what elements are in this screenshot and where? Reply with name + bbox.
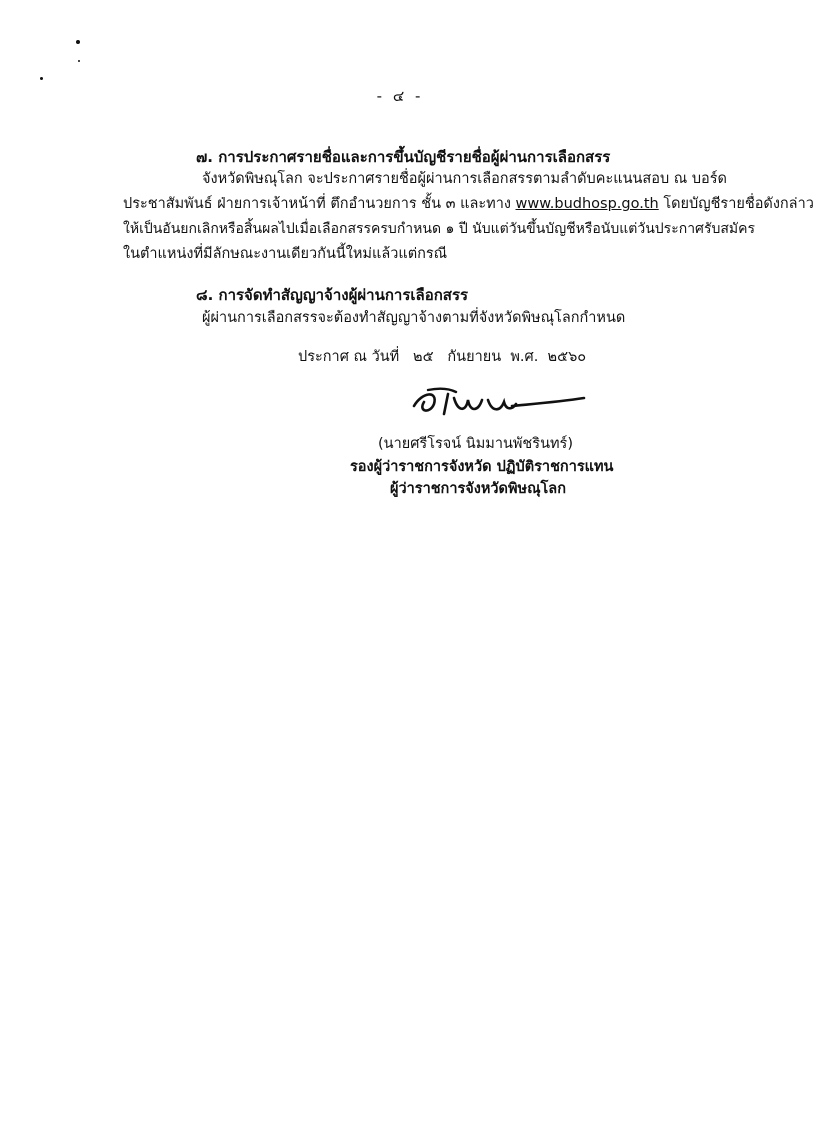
text-segment: ประชาสัมพันธ์ ฝ่ายการเจ้าหน้าที่ ตึกอำนวยการ ชั้น ๓ และทาง bbox=[123, 196, 516, 212]
section-7-heading: ๗. การประกาศรายชื่อและการขึ้นบัญชีรายชื่อผู้ผ่านการเลือกสรร bbox=[196, 148, 611, 166]
section-8-heading: ๘. การจัดทำสัญญาจ้างผู้ผ่านการเลือกสรร bbox=[196, 286, 469, 304]
signatory-position: รองผู้ว่าราชการจังหวัด ปฏิบัติราชการแทน bbox=[350, 459, 614, 475]
signatory-name: (นายศรีโรจน์ นิมมานพัชรินทร์) bbox=[378, 436, 573, 452]
text-segment: โดยบัญชีรายชื่อดังกล่าว bbox=[658, 196, 814, 212]
section-7-paragraph-line: ให้เป็นอันยกเลิกหรือสิ้นผลไปเมื่อเลือกสรรครบกำหนด ๑ ปี นับแต่วันขึ้นบัญชีหรือนับแต่วันประกาศรับสมัคร bbox=[123, 221, 756, 237]
page-number: - ๔ - bbox=[376, 87, 424, 105]
signatory-office: ผู้ว่าราชการจังหวัดพิษณุโลก bbox=[390, 481, 566, 497]
scan-speck bbox=[78, 60, 80, 62]
section-7-paragraph-line bbox=[123, 194, 814, 214]
scan-speck bbox=[76, 40, 80, 44]
scan-speck bbox=[40, 77, 43, 80]
announcement-date: ประกาศ ณ วันที่ ๒๕ กันยายน พ.ศ. ๒๕๖๐ bbox=[298, 349, 587, 365]
section-7-paragraph-line: จังหวัดพิษณุโลก จะประกาศรายชื่อผู้ผ่านการเลือกสรรตามลำดับคะแนนสอบ ณ บอร์ด bbox=[202, 171, 727, 187]
section-7-paragraph-line: ในตำแหน่งที่มีลักษณะงานเดียวกันนี้ใหม่แล้วแต่กรณี bbox=[123, 246, 448, 262]
handwritten-signature bbox=[408, 384, 588, 424]
website-link[interactable]: www.budhosp.go.th bbox=[515, 196, 659, 212]
section-8-paragraph-line: ผู้ผ่านการเลือกสรรจะต้องทำสัญญาจ้างตามที่จังหวัดพิษณุโลกกำหนด bbox=[202, 310, 626, 326]
